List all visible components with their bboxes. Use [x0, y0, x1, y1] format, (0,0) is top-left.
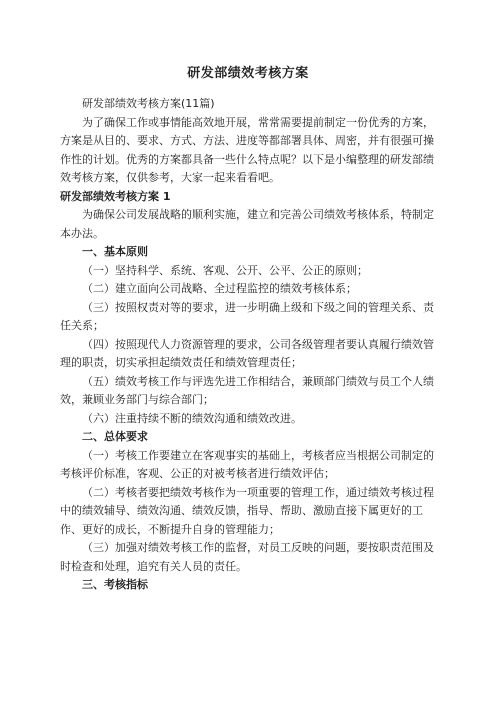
- document-subtitle: 研发部绩效考核方案(11篇): [82, 97, 215, 110]
- principle-item: （一）坚持科学、系统、客观、公开、公平、公正的原则；: [82, 263, 368, 277]
- principles-heading: 一、基本原则: [82, 245, 148, 258]
- intro-paragraph: 为了确保工作或事情能高效地开展，常常需要提前制定一份优秀的方案，方案是从目的、要求、方式、方法、进度等都部署具体、周密，并有很强可操作性的计划。优秀的方案都具备一些什么特点呢？以下是小编整理的研发部绩效考核方案，仅供参考，大家一起来看看吧。: [60, 115, 434, 184]
- requirement-item: （二）考核者要把绩效考核作为一项重要的管理工作，通过绩效考核过程中的绩效辅导、绩效沟通、绩效反馈，指导、帮助、激励直接下属更好的工作、更好的成长，不断提升自身的管理能力；: [60, 485, 434, 536]
- requirement-item: （三）加强对绩效考核工作的监督，对员工反映的问题，要按职责范围及时检查和处理，追究有关人员的责任。: [60, 541, 434, 573]
- purpose-paragraph: 为确保公司发展战略的顺利实施，建立和完善公司绩效考核体系，特制定本办法。: [60, 208, 434, 240]
- requirement-item: （一）考核工作要建立在客观事实的基础上，考核者应当根据公司制定的考核评价标准，客观、公正的对被考核者进行绩效评估；: [60, 448, 434, 480]
- principle-item: （五）绩效考核工作与评选先进工作相结合，兼顾部门绩效与员工个人绩效，兼顾业务部门与综合部门；: [60, 374, 434, 406]
- principle-item: （二）建立面向公司战略、全过程监控的绩效考核体系；: [82, 282, 357, 295]
- principle-item: （四）按照现代人力资源管理的要求，公司各级管理者要认真履行绩效管理的职责，切实承担起绩效责任和绩效管理责任；: [60, 337, 434, 369]
- document-title: 研发部绩效考核方案: [187, 66, 309, 81]
- section-heading: 研发部绩效考核方案 1: [60, 189, 171, 203]
- principle-item: （六）注重持续不断的绩效沟通和绩效改进。: [82, 411, 302, 425]
- indicators-heading: 三、考核指标: [82, 578, 148, 591]
- principle-item: （三）按照权责对等的要求，进一步明确上级和下级之间的管理关系、责任关系；: [60, 300, 434, 332]
- requirements-heading: 二、总体要求: [82, 430, 148, 443]
